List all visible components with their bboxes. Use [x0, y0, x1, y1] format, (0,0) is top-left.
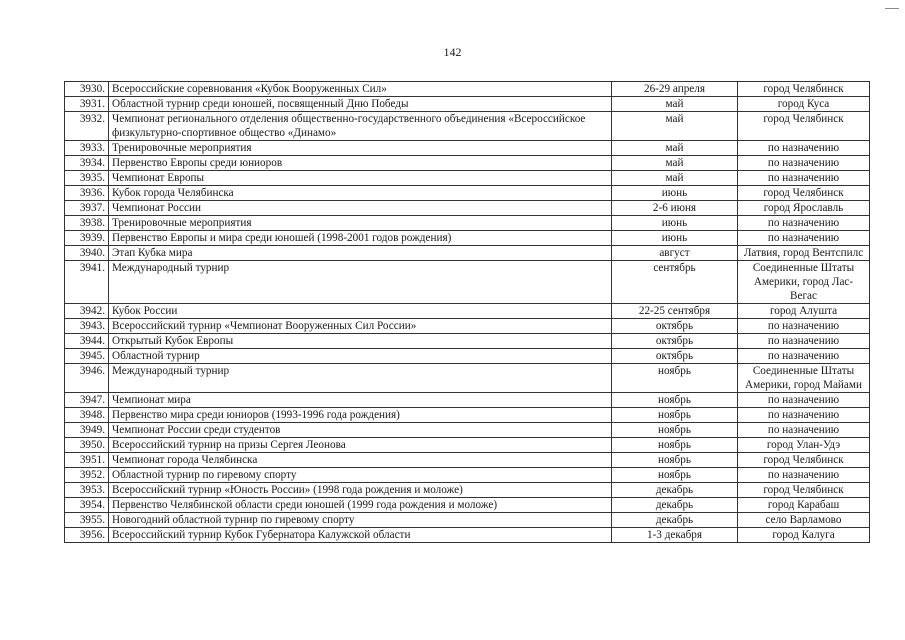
- event-date-cell: май: [612, 156, 738, 171]
- row-number-cell: 3952.: [65, 468, 109, 483]
- event-date-cell: май: [612, 112, 738, 141]
- event-name-cell: Областной турнир среди юношей, посвященный Дню Победы: [109, 97, 612, 112]
- event-place-cell: город Куса: [738, 97, 870, 112]
- event-name-cell: Областной турнир по гиревому спорту: [109, 468, 612, 483]
- table-row: [65, 483, 870, 498]
- table-row: [65, 216, 870, 231]
- event-name-cell: Тренировочные мероприятия: [109, 216, 612, 231]
- event-date-cell: октябрь: [612, 319, 738, 334]
- row-number-cell: 3954.: [65, 498, 109, 513]
- event-date-cell: 26-29 апреля: [612, 82, 738, 97]
- event-place-cell: город Карабаш: [738, 498, 870, 513]
- event-place-cell: город Челябинск: [738, 82, 870, 97]
- event-date-cell: 2-6 июня: [612, 201, 738, 216]
- row-number-cell: 3931.: [65, 97, 109, 112]
- corner-scan-mark: [885, 8, 899, 9]
- event-place-cell: по назначению: [738, 141, 870, 156]
- event-name-cell: Всероссийские соревнования «Кубок Вооруженных Сил»: [109, 82, 612, 97]
- event-name-cell: Кубок города Челябинска: [109, 186, 612, 201]
- event-name-cell: Кубок России: [109, 304, 612, 319]
- table-row: [65, 528, 870, 543]
- event-place-cell: город Калуга: [738, 528, 870, 543]
- row-number-cell: 3944.: [65, 334, 109, 349]
- row-number-cell: 3933.: [65, 141, 109, 156]
- table-row: [65, 261, 870, 304]
- event-place-cell: по назначению: [738, 319, 870, 334]
- event-date-cell: октябрь: [612, 349, 738, 364]
- event-date-cell: декабрь: [612, 513, 738, 528]
- event-name-cell: Чемпионат города Челябинска: [109, 453, 612, 468]
- row-number-cell: 3935.: [65, 171, 109, 186]
- event-name-cell: Областной турнир: [109, 349, 612, 364]
- table-row: [65, 423, 870, 438]
- event-place-cell: село Варламово: [738, 513, 870, 528]
- table-row: [65, 364, 870, 393]
- row-number-cell: 3937.: [65, 201, 109, 216]
- event-name-cell: Новогодний областной турнир по гиревому спорту: [109, 513, 612, 528]
- row-number-cell: 3949.: [65, 423, 109, 438]
- table-row: [65, 513, 870, 528]
- event-place-cell: Соединенные Штаты Америки, город Лас-Вегас: [738, 261, 870, 304]
- event-name-cell: Чемпионат Европы: [109, 171, 612, 186]
- table-row: [65, 246, 870, 261]
- table-row: [65, 112, 870, 141]
- row-number-cell: 3956.: [65, 528, 109, 543]
- event-date-cell: май: [612, 97, 738, 112]
- event-name-cell: Чемпионат мира: [109, 393, 612, 408]
- event-name-cell: Всероссийский турнир «Юность России» (1998 года рождения и моложе): [109, 483, 612, 498]
- table-row: [65, 97, 870, 112]
- row-number-cell: 3939.: [65, 231, 109, 246]
- event-date-cell: декабрь: [612, 498, 738, 513]
- event-date-cell: ноябрь: [612, 364, 738, 393]
- row-number-cell: 3945.: [65, 349, 109, 364]
- event-date-cell: 1-3 декабря: [612, 528, 738, 543]
- event-name-cell: Тренировочные мероприятия: [109, 141, 612, 156]
- event-date-cell: июнь: [612, 186, 738, 201]
- event-date-cell: ноябрь: [612, 423, 738, 438]
- event-place-cell: по назначению: [738, 349, 870, 364]
- event-place-cell: по назначению: [738, 334, 870, 349]
- row-number-cell: 3947.: [65, 393, 109, 408]
- event-name-cell: Всероссийский турнир на призы Сергея Леонова: [109, 438, 612, 453]
- event-date-cell: декабрь: [612, 483, 738, 498]
- event-name-cell: Чемпионат регионального отделения общественно-государственного объединения «Всероссийское физкультурно-спортивное общество «Динамо»: [109, 112, 612, 141]
- row-number-cell: 3940.: [65, 246, 109, 261]
- event-place-cell: город Челябинск: [738, 112, 870, 141]
- event-date-cell: май: [612, 141, 738, 156]
- table-row: [65, 319, 870, 334]
- events-table: [64, 81, 870, 543]
- event-place-cell: по назначению: [738, 216, 870, 231]
- event-place-cell: по назначению: [738, 171, 870, 186]
- event-name-cell: Международный турнир: [109, 364, 612, 393]
- row-number-cell: 3943.: [65, 319, 109, 334]
- row-number-cell: 3948.: [65, 408, 109, 423]
- table-row: [65, 393, 870, 408]
- event-place-cell: город Челябинск: [738, 453, 870, 468]
- event-name-cell: Первенство Европы и мира среди юношей (1998-2001 годов рождения): [109, 231, 612, 246]
- table-row: [65, 408, 870, 423]
- event-place-cell: по назначению: [738, 408, 870, 423]
- event-name-cell: Чемпионат России среди студентов: [109, 423, 612, 438]
- event-date-cell: июнь: [612, 231, 738, 246]
- event-place-cell: Соединенные Штаты Америки, город Майами: [738, 364, 870, 393]
- event-place-cell: город Улан-Удэ: [738, 438, 870, 453]
- table-row: [65, 468, 870, 483]
- table-row: [65, 349, 870, 364]
- row-number-cell: 3930.: [65, 82, 109, 97]
- event-date-cell: ноябрь: [612, 453, 738, 468]
- event-name-cell: Чемпионат России: [109, 201, 612, 216]
- row-number-cell: 3942.: [65, 304, 109, 319]
- event-place-cell: по назначению: [738, 393, 870, 408]
- table-row: [65, 453, 870, 468]
- event-place-cell: город Челябинск: [738, 483, 870, 498]
- event-place-cell: Латвия, город Вентспилс: [738, 246, 870, 261]
- event-date-cell: ноябрь: [612, 468, 738, 483]
- event-name-cell: Этап Кубка мира: [109, 246, 612, 261]
- event-date-cell: сентябрь: [612, 261, 738, 304]
- row-number-cell: 3951.: [65, 453, 109, 468]
- event-name-cell: Первенство Челябинской области среди юношей (1999 года рождения и моложе): [109, 498, 612, 513]
- event-name-cell: Всероссийский турнир Кубок Губернатора Калужской области: [109, 528, 612, 543]
- table-row: [65, 438, 870, 453]
- event-place-cell: по назначению: [738, 468, 870, 483]
- event-place-cell: город Ярославль: [738, 201, 870, 216]
- event-date-cell: август: [612, 246, 738, 261]
- event-place-cell: город Челябинск: [738, 186, 870, 201]
- event-date-cell: октябрь: [612, 334, 738, 349]
- table-row: [65, 82, 870, 97]
- table-row: [65, 171, 870, 186]
- row-number-cell: 3941.: [65, 261, 109, 304]
- table-row: [65, 334, 870, 349]
- event-name-cell: Первенство Европы среди юниоров: [109, 156, 612, 171]
- row-number-cell: 3938.: [65, 216, 109, 231]
- table-row: [65, 231, 870, 246]
- table-row: [65, 141, 870, 156]
- row-number-cell: 3953.: [65, 483, 109, 498]
- event-date-cell: ноябрь: [612, 408, 738, 423]
- row-number-cell: 3932.: [65, 112, 109, 141]
- event-date-cell: май: [612, 171, 738, 186]
- page-number: 142: [443, 45, 462, 59]
- event-name-cell: Всероссийский турнир «Чемпионат Вооруженных Сил России»: [109, 319, 612, 334]
- event-name-cell: Открытый Кубок Европы: [109, 334, 612, 349]
- event-date-cell: ноябрь: [612, 438, 738, 453]
- table-row: [65, 498, 870, 513]
- row-number-cell: 3950.: [65, 438, 109, 453]
- event-name-cell: Первенство мира среди юниоров (1993-1996 года рождения): [109, 408, 612, 423]
- table-row: [65, 186, 870, 201]
- row-number-cell: 3934.: [65, 156, 109, 171]
- row-number-cell: 3955.: [65, 513, 109, 528]
- event-date-cell: июнь: [612, 216, 738, 231]
- event-date-cell: 22-25 сентября: [612, 304, 738, 319]
- event-place-cell: по назначению: [738, 156, 870, 171]
- table-row: [65, 156, 870, 171]
- row-number-cell: 3936.: [65, 186, 109, 201]
- event-place-cell: город Алушта: [738, 304, 870, 319]
- event-name-cell: Международный турнир: [109, 261, 612, 304]
- table-row: [65, 304, 870, 319]
- event-place-cell: по назначению: [738, 423, 870, 438]
- row-number-cell: 3946.: [65, 364, 109, 393]
- event-date-cell: ноябрь: [612, 393, 738, 408]
- table-row: [65, 201, 870, 216]
- event-place-cell: по назначению: [738, 231, 870, 246]
- events-table-body: [65, 82, 870, 543]
